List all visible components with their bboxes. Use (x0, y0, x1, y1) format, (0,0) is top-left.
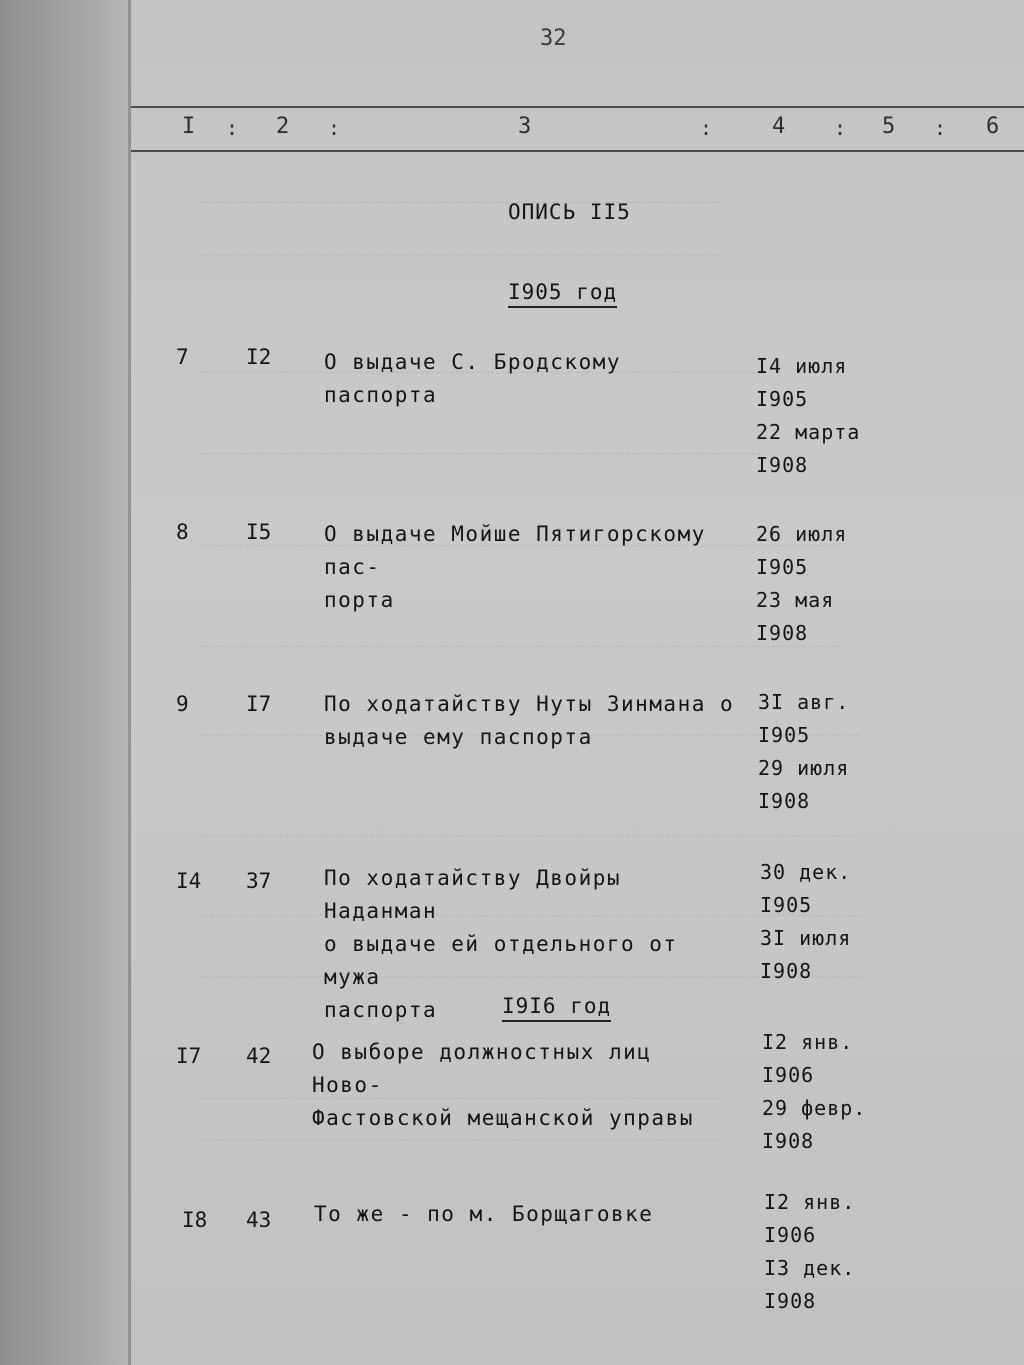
entry-number: 8 (176, 520, 189, 544)
entry-dates: 30 дек. I905 3I июля I908 (760, 860, 852, 983)
entry-file-number: I7 (246, 692, 272, 716)
column-header-4: 4 (772, 114, 786, 139)
entry-dates: 26 июля I905 23 мая I908 (756, 522, 848, 645)
header-rule-bottom (131, 150, 1024, 152)
entry-title: О выдаче С. Бродскому паспорта (324, 350, 622, 407)
entry-title: О выборе должностных лиц Ново- Фастовской мещанской управы (312, 1040, 694, 1130)
entry-file-number: I5 (246, 520, 272, 544)
column-separator: : (934, 116, 947, 140)
entry-title: То же - по м. Борщаговке (314, 1202, 654, 1226)
header-rule-top (131, 106, 1024, 108)
entry-number: I4 (176, 869, 202, 893)
year-heading-1916: I9I6 год (502, 994, 611, 1022)
column-separator: : (226, 116, 239, 140)
entry-title: По ходатайству Нуты Зинмана о выдаче ему паспорта (324, 692, 735, 749)
entry-file-number: 37 (246, 869, 272, 893)
entry-dates: I4 июля I905 22 марта I908 (756, 354, 861, 477)
column-separator: : (328, 116, 341, 140)
entry-file-number: 42 (246, 1044, 272, 1068)
entry-dates: 3I авг. I905 29 июля I908 (758, 690, 850, 813)
column-separator: : (700, 116, 713, 140)
book-binding-shadow (0, 0, 130, 1365)
entry-title: О выдаче Мойше Пятигорскому пас- порта (324, 522, 706, 612)
column-header-6: 6 (986, 114, 1000, 139)
column-separator: : (834, 116, 847, 140)
entry-dates: I2 янв. I906 29 февр. I908 (762, 1030, 867, 1153)
entry-dates: I2 янв. I906 I3 дек. I908 (764, 1190, 856, 1313)
inventory-title: ОПИСЬ II5 (508, 200, 631, 224)
column-header-2: 2 (276, 114, 290, 139)
entry-number: I7 (176, 1044, 202, 1068)
column-header-3: 3 (518, 114, 532, 139)
entry-number: 7 (176, 345, 189, 369)
entry-file-number: I2 (246, 345, 272, 369)
entry-number: I8 (182, 1208, 208, 1232)
entry-title: По ходатайству Двойры Наданман о выдаче ей отдельного от мужа паспорта (324, 866, 678, 1022)
bleed-through-text (200, 202, 720, 256)
column-header-1: I (182, 114, 196, 139)
year-heading-1905: I905 год (508, 280, 617, 308)
page-number: 32 (540, 26, 567, 51)
entry-number: 9 (176, 692, 189, 716)
entry-file-number: 43 (246, 1208, 272, 1232)
column-header-5: 5 (882, 114, 896, 139)
